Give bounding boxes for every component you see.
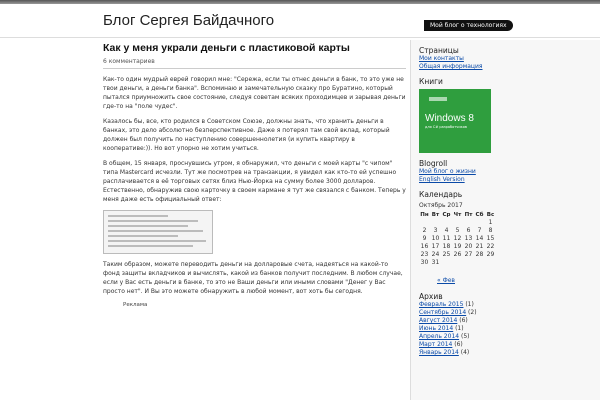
calendar-day	[485, 259, 496, 267]
archive-item	[419, 333, 600, 341]
archive-link[interactable]: Сентябрь 2014	[419, 309, 467, 316]
calendar-day: 13	[464, 235, 473, 242]
archive-link[interactable]: Февраль 2015	[419, 301, 464, 308]
calendar-day: 31	[431, 259, 440, 266]
archive-heading: Архив	[419, 292, 443, 301]
sidebar-link-about[interactable]: Общая информация	[419, 63, 483, 70]
calendar-day	[441, 219, 452, 227]
archive-count: (1)	[453, 325, 464, 332]
book-publisher-bar	[429, 97, 447, 101]
bank-response-image[interactable]	[103, 210, 213, 254]
calendar-day: 29	[486, 251, 495, 258]
archive-link[interactable]: Июнь 2014	[419, 325, 454, 332]
blogroll-link-english[interactable]: English Version	[419, 176, 465, 183]
site-header	[0, 4, 600, 38]
sidebar	[410, 40, 600, 400]
archive-item	[419, 349, 600, 357]
calendar-day: 6	[466, 227, 471, 234]
archive-link[interactable]: Март 2014	[419, 341, 453, 348]
book-cover[interactable]	[419, 89, 491, 153]
archive-count: (2)	[466, 309, 477, 316]
calendar-day: 21	[475, 243, 484, 250]
book-subtitle: для C# разработчиков	[425, 125, 467, 129]
calendar-weekday: Пн	[420, 212, 429, 218]
archive-item	[419, 341, 600, 349]
calendar-day	[430, 219, 441, 227]
comments-link[interactable]: 6 комментариев	[103, 58, 406, 69]
main-content	[103, 40, 406, 308]
archive-count: (4)	[458, 349, 470, 356]
archive-count: (1)	[463, 301, 474, 308]
archive-item	[419, 325, 600, 333]
calendar-day: 11	[442, 235, 451, 242]
calendar-day: 24	[431, 251, 440, 258]
calendar-day: 20	[464, 243, 473, 250]
archive-item	[419, 309, 600, 317]
sidebar-link-contacts[interactable]: Мои контакты	[419, 55, 464, 62]
books-heading: Книги	[419, 77, 443, 86]
post-paragraph-2: Казалось бы, все, кто родился в Советском Союзе, должны знать, что хранить деньги в банках, это дело абсолютно безперспективное. Даже я потерял там свой вклад, который должен был получить по наступлению совершеннолетия (и купить квартиру в кооперативе:)). Но вот упорно не хотим учиться.	[103, 118, 390, 152]
calendar-day	[463, 219, 474, 227]
calendar-day: 26	[453, 251, 462, 258]
site-title[interactable]: Блог Сергея Байдачного	[103, 12, 275, 29]
calendar-day: 2	[422, 227, 427, 234]
calendar-day: 7	[477, 227, 482, 234]
calendar-table	[419, 211, 496, 267]
calendar-weekday: Вт	[431, 212, 440, 218]
site-tagline: Мой блог о технологиях	[424, 20, 513, 31]
calendar-day: 4	[444, 227, 449, 234]
ad-label: Реклама	[123, 302, 148, 308]
blogroll-heading: Blogroll	[419, 159, 448, 168]
calendar-day: 16	[420, 243, 429, 250]
calendar-weekday: Чт	[453, 212, 462, 218]
post-paragraph-1: Как-то один мудрый еврей говорил мне: "Сережа, если ты отнес деньги в банк, то это уже не твои деньги, а деньги банка". Вспоминаю и замечательную сказку про Буратино, который пытался приумножить свое состояние, следуя советам всяких проходимцев и зарывая деньги где-то на "поле чудес".	[103, 76, 406, 110]
calendar-day	[474, 219, 485, 227]
calendar-day: 15	[486, 235, 495, 242]
calendar-day: 8	[488, 227, 493, 234]
archive-link[interactable]: Апрель 2014	[419, 333, 460, 340]
calendar-day: 23	[420, 251, 429, 258]
calendar-day: 1	[488, 219, 493, 226]
archive-link[interactable]: Январь 2014	[419, 349, 459, 356]
calendar-day: 25	[442, 251, 451, 258]
calendar-day: 3	[433, 227, 438, 234]
archive-count: (5)	[459, 333, 470, 340]
blogroll-link-life[interactable]: Мой блог о жизни	[419, 168, 476, 175]
post-paragraph-4: Таким образом, можете переводить деньги на долларовые счета, надеяться на какой-то фонд защиты вкладчиков и вычислять, какой из банков получит последним. В любом случае, если у Вас есть деньги в банке, то это не Ваши деньги или иными словами "Денег у Вас просто нет". И Вы это можете обнаружить в любой момент, вот хоть бы сегодня.	[103, 261, 403, 295]
calendar-day: 27	[464, 251, 473, 258]
calendar-day: 9	[422, 235, 427, 242]
calendar-day: 19	[453, 243, 462, 250]
calendar-day	[441, 259, 452, 267]
archive-list	[419, 301, 600, 357]
calendar-day: 22	[486, 243, 495, 250]
calendar-day: 5	[455, 227, 460, 234]
calendar-day: 18	[442, 243, 451, 250]
calendar-day	[452, 259, 463, 267]
archive-item	[419, 301, 600, 309]
post-paragraph-3: В общем, 15 января, проснувшись утром, я обнаружил, что деньги с моей карты "с чипом" типа Mastercard исчезли. Тут же посмотрев на транзакции, я увидел как кто-то ей успешно расплачивается в её торговых сетях близ Нью-Йорка на сумму более 3000 долларов. Естественно, обнаружив свою карточку в своем кармане я тут же связался с банком. Теперь у меня даже есть официальный ответ:	[103, 160, 406, 203]
archive-item	[419, 317, 600, 325]
calendar-day	[463, 259, 474, 267]
archive-link[interactable]: Август 2014	[419, 317, 458, 324]
calendar-weekday: Сб	[475, 212, 484, 218]
archive-count: (6)	[457, 317, 468, 324]
calendar-day	[419, 219, 430, 227]
calendar-day	[474, 259, 485, 267]
calendar-weekday: Ср	[442, 212, 451, 218]
calendar-weekday: Пт	[464, 212, 473, 218]
calendar-caption: Октябрь 2017	[419, 202, 463, 209]
calendar-day: 10	[431, 235, 440, 242]
calendar-day	[452, 219, 463, 227]
post-title[interactable]: Как у меня украли деньги с пластиковой карты	[103, 42, 350, 54]
archive-count: (6)	[452, 341, 463, 348]
calendar-day: 12	[453, 235, 462, 242]
calendar-heading: Календарь	[419, 190, 463, 199]
book-title: Windows 8	[425, 113, 474, 124]
calendar-day: 17	[431, 243, 440, 250]
calendar-day: 28	[475, 251, 484, 258]
calendar-prev-link[interactable]: « Фев	[437, 277, 455, 284]
calendar-day: 14	[475, 235, 484, 242]
calendar-weekday: Вс	[486, 212, 495, 218]
pages-heading: Страницы	[419, 46, 459, 55]
calendar-day: 30	[420, 259, 429, 266]
